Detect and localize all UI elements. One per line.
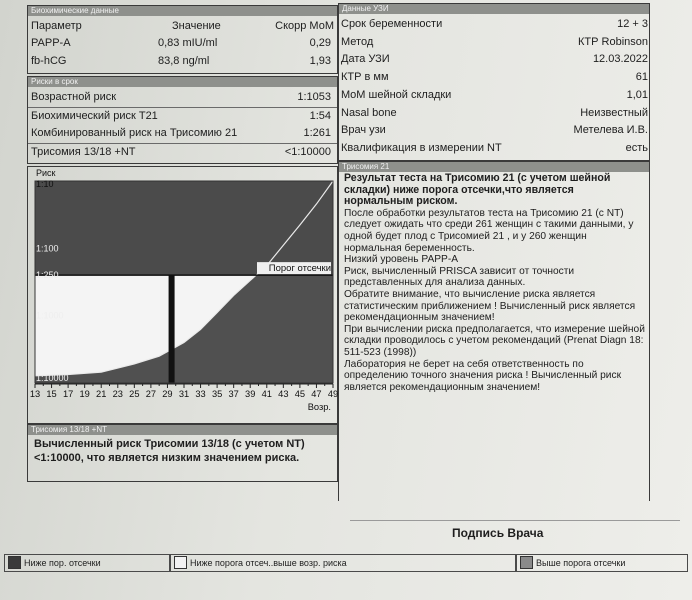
uzi-label: Метод xyxy=(341,35,374,48)
biochem-mom: 0,29 xyxy=(309,37,331,49)
risks-section xyxy=(27,76,338,164)
x-axis-label: Возр. xyxy=(307,402,331,412)
x-tick-label: 17 xyxy=(62,389,74,399)
y-tick-label: 1:1000 xyxy=(36,310,64,321)
uzi-row xyxy=(341,69,648,86)
y-tick-label: 1:250 xyxy=(36,270,59,281)
t21-conclusion: Результат теста на Трисомию 21 (с учетом шейной складки) ниже порога отсечки,что является нормальным риском. xyxy=(344,172,611,208)
x-tick-label: 35 xyxy=(211,389,223,399)
uzi-value: 1,01 xyxy=(626,88,648,101)
uzi-value: 12 + 3 xyxy=(617,18,648,30)
biochem-row xyxy=(28,53,337,70)
biochem-section xyxy=(27,5,338,74)
risk-label: Биохимический риск T21 xyxy=(31,110,158,122)
t21-section xyxy=(338,161,650,501)
risk-label: Комбинированный риск на Трисомию 21 xyxy=(31,127,238,139)
x-tick-label: 45 xyxy=(294,389,306,399)
uzi-row xyxy=(341,51,648,68)
x-tick-label: 13 xyxy=(29,389,41,399)
patient-marker xyxy=(169,275,175,383)
signature-label: Подпись Врача xyxy=(452,526,544,540)
x-tick-label: 49 xyxy=(327,389,339,399)
nt-section xyxy=(27,424,338,482)
biochem-mom: 1,93 xyxy=(309,55,331,67)
x-tick-label: 39 xyxy=(245,389,256,399)
biochem-header-row xyxy=(28,18,337,35)
x-tick-label: 33 xyxy=(195,389,206,399)
uzi-value: 12.03.2022 xyxy=(592,53,648,66)
risk-label: Возрастной риск xyxy=(31,91,117,103)
legend-below-cutoff xyxy=(4,554,170,572)
uzi-row xyxy=(341,105,648,122)
x-tick-label: 15 xyxy=(46,389,57,399)
legend-swatch-light xyxy=(174,556,187,569)
x-tick-label: 21 xyxy=(96,389,107,399)
risk-value: 1:261 xyxy=(303,127,331,139)
uzi-row xyxy=(341,122,648,139)
uzi-row xyxy=(341,34,648,51)
uzi-label: Nasal bone xyxy=(341,106,397,119)
x-tick-label: 23 xyxy=(112,389,123,399)
chart-section xyxy=(27,166,338,424)
risk-label: Трисомия 13/18 +NT xyxy=(31,146,136,158)
legend-label: Выше порога отсечки xyxy=(536,558,626,568)
nt-result: Вычисленный риск Трисомии 13/18 (с учетом NT) <1:10000, что является низким значением риска. xyxy=(34,438,305,464)
y-tick-label: 1:10 xyxy=(36,179,54,189)
biochem-col-mom: Скорр МоМ xyxy=(275,20,334,32)
risk-row xyxy=(28,89,337,106)
uzi-label: Врач узи xyxy=(341,124,386,137)
x-tick-label: 25 xyxy=(129,389,140,399)
uzi-label: MoM шейной складки xyxy=(341,88,452,101)
biochem-col-param: Параметр xyxy=(31,20,82,32)
uzi-value: 61 xyxy=(635,71,648,84)
x-tick-label: 43 xyxy=(278,389,289,399)
uzi-label: КТР в мм xyxy=(341,71,389,84)
biochem-title: Биохимические данные xyxy=(28,6,337,16)
t21-description xyxy=(344,173,646,393)
legend-above-cutoff xyxy=(516,554,688,572)
risk-row xyxy=(28,108,337,125)
biochem-col-value: Значение xyxy=(172,20,221,32)
risk-row xyxy=(28,144,337,161)
legend-swatch-mid xyxy=(520,556,533,569)
biochem-row xyxy=(28,35,337,52)
signature-line xyxy=(350,520,680,521)
legend-label: Ниже порога отсеч..выше возр. риска xyxy=(190,558,347,568)
x-tick-label: 19 xyxy=(79,389,90,399)
cutoff-label: Порог отсечки xyxy=(268,263,331,275)
legend-between xyxy=(170,554,516,572)
uzi-value: Метелева И.В. xyxy=(573,124,648,137)
x-tick-label: 37 xyxy=(228,389,239,399)
biochem-value: 0,83 mIU/ml xyxy=(158,37,218,49)
y-axis-label: Риск xyxy=(36,168,56,178)
x-tick-label: 31 xyxy=(178,389,190,399)
x-tick-label: 41 xyxy=(261,389,272,399)
uzi-value: Неизвестный xyxy=(580,106,648,119)
t21-title: Трисомия 21 xyxy=(339,162,649,172)
risk-value: 1:54 xyxy=(309,110,331,122)
above-cutoff-area xyxy=(35,181,333,275)
uzi-row xyxy=(341,87,648,104)
legend-swatch-dark xyxy=(8,556,21,569)
biochem-param: fb-hCG xyxy=(31,55,67,67)
legend-label: Ниже пор. отсечки xyxy=(24,558,101,568)
risk-value: 1:1053 xyxy=(297,91,331,103)
y-tick-label: 1:10000 xyxy=(36,373,69,383)
uzi-row xyxy=(341,140,648,157)
uzi-label: Квалификация в измерении NT xyxy=(341,141,502,154)
y-tick-label: 1:100 xyxy=(36,243,59,254)
uzi-label: Срок беременности xyxy=(341,18,443,30)
t21-body: После обработки результатов теста на Трисомию 21 (с NT) следует ожидать что среди 261 женщин с такими данными, у одной будет плод с Трисомией 21 , и у 260 женщин нормальная беременность. Низкий уровень PAPP-A Риск, вычисленный PRISCA зависит от точности представленных для анализа данных. Обратите внимание, что вычисление риска является статистическим приближением ! Вычисленный риск является рекомендационным значением! При вычислении риска предполагается, что измерение шейной складки проводилось с учетом рекомендаций (Prenat Diagn 18: 511-523 (1998)) Лаборатория не берет на себя ответственность по определению точного значения риска ! Вычисленный риск является рекомендационным значением! xyxy=(344,207,645,393)
risks-title: Риски в срок xyxy=(28,77,337,87)
risk-chart xyxy=(28,167,337,423)
uzi-row xyxy=(341,16,648,33)
uzi-title: Данные УЗИ xyxy=(339,4,649,14)
x-tick-label: 47 xyxy=(311,389,322,399)
biochem-value: 83,8 ng/ml xyxy=(158,55,210,67)
x-tick-label: 29 xyxy=(162,389,173,399)
risk-value: <1:10000 xyxy=(284,146,331,158)
uzi-value: есть xyxy=(625,141,648,154)
risk-row xyxy=(28,125,337,142)
uzi-label: Дата УЗИ xyxy=(341,53,390,66)
nt-title: Трисомия 13/18 +NT xyxy=(28,425,337,435)
uzi-value: КТР Robinson xyxy=(578,35,648,48)
biochem-param: PAPP-A xyxy=(31,37,71,49)
x-tick-label: 27 xyxy=(145,389,157,399)
